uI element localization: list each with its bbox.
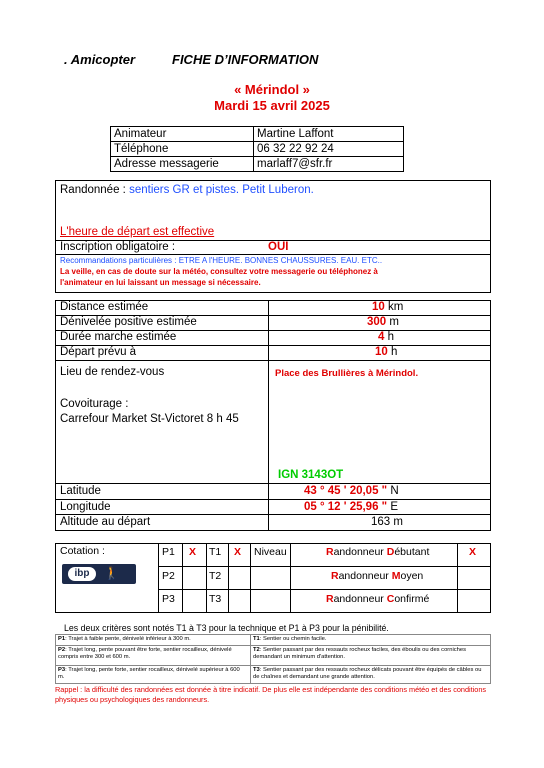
hike-value: sentiers GR et pistes. Petit Luberon. xyxy=(129,184,314,196)
criterion-code: P3 xyxy=(58,667,66,673)
altitude-label: Altitude au départ xyxy=(60,516,151,528)
meeting-label: Lieu de rendez-vous xyxy=(60,366,165,378)
contact-row xyxy=(111,127,404,142)
p1-mark: X xyxy=(189,546,197,558)
rating-label: Cotation : xyxy=(60,545,105,557)
column-divider xyxy=(250,634,251,683)
column-divider xyxy=(182,543,183,612)
divider xyxy=(158,566,490,567)
p2-label: P2 xyxy=(162,570,175,582)
level-text: andonneur xyxy=(333,593,387,605)
contact-table xyxy=(110,126,404,172)
recommendations: Recommandations particulières : ETRE A l'HEURE. BONNES CHAUSSURES. EAU. ETC.. xyxy=(60,256,383,265)
level-beginner xyxy=(326,546,429,558)
level-text: andonneur xyxy=(333,546,387,558)
duration-value: 4 xyxy=(378,331,385,343)
latitude-label: Latitude xyxy=(60,485,101,497)
longitude-field xyxy=(304,501,398,513)
ibp-logo-text: ibp xyxy=(68,567,96,581)
start-value: 10 xyxy=(375,346,388,358)
meeting-value: Place des Brullières à Mérindol. xyxy=(275,368,419,379)
hike-label: Randonnée : xyxy=(60,184,126,196)
niveau-label: Niveau xyxy=(254,546,287,558)
t1-mark: X xyxy=(234,546,242,558)
t2-label: T2 xyxy=(209,570,222,582)
distance-field xyxy=(372,301,403,313)
criterion-code: P1 xyxy=(58,636,66,642)
elevation-field xyxy=(367,316,399,328)
hiker-icon: 🚶 xyxy=(104,566,119,580)
level-advanced xyxy=(326,593,429,605)
divider xyxy=(55,254,490,255)
level-initial: R xyxy=(331,570,339,582)
event-place: « Mérindol » xyxy=(234,82,310,97)
column-divider xyxy=(457,543,458,612)
level-initial: C xyxy=(386,593,395,605)
criterion-text: : Sentier ou chemin facile. xyxy=(259,636,327,642)
hike-row xyxy=(60,184,314,196)
t1-label: T1 xyxy=(209,546,222,558)
divider xyxy=(55,645,490,646)
level-intermediate xyxy=(331,570,423,582)
registration-label: Inscription obligatoire : xyxy=(60,241,176,253)
column-divider xyxy=(158,543,159,612)
criterion-code: T1 xyxy=(253,636,260,642)
latitude-value: 43 ° 45 ' 20,05 " xyxy=(304,485,388,497)
column-divider xyxy=(206,543,207,612)
column-divider xyxy=(290,543,291,612)
contact-value: 06 32 22 92 24 xyxy=(254,142,404,157)
elevation-value: 300 xyxy=(367,316,387,328)
criterion-p3 xyxy=(58,667,246,681)
criterion-t1 xyxy=(253,636,485,643)
start-label: Départ prévu à xyxy=(60,346,137,358)
divider xyxy=(158,589,490,590)
level-text: onfirmé xyxy=(394,593,430,605)
latitude-field xyxy=(304,485,399,497)
registration-value: OUI xyxy=(268,241,289,253)
level-mark: X xyxy=(469,546,477,558)
divider xyxy=(55,514,490,515)
divider xyxy=(55,360,490,361)
ibp-logo xyxy=(62,564,136,584)
column-divider xyxy=(250,543,251,612)
p3-label: P3 xyxy=(162,593,175,605)
carpool-label: Covoiturage : xyxy=(60,398,129,410)
reminder-note: Rappel : la difficulté des randonnées est donnée à titre indicatif. De plus elle est indépendante des conditions météo et des conditions physiques ou psychologiques des randonneurs. xyxy=(55,685,487,704)
criterion-text: : Trajet long, pente pouvant être forte, sentier rocailleux, dénivelé compris entre 300 et 600 m. xyxy=(58,647,232,660)
column-divider xyxy=(268,300,269,530)
altitude-value: 163 m xyxy=(371,516,403,528)
divider xyxy=(55,499,490,500)
contact-value: marlaff7@sfr.fr xyxy=(254,157,404,172)
level-text: andonneur xyxy=(338,570,392,582)
column-divider xyxy=(228,543,229,612)
level-text: ébutant xyxy=(394,546,430,558)
level-initial: M xyxy=(391,570,401,582)
level-initial: R xyxy=(326,593,334,605)
contact-label: Adresse messagerie xyxy=(111,157,254,172)
event-date: Mardi 15 avril 2025 xyxy=(214,98,330,113)
duration-unit: h xyxy=(387,331,395,343)
departure-note: L'heure de départ est effective xyxy=(60,226,215,238)
criterion-text: : Trajet long, pente forte, sentier rocailleux, dénivelé supérieur à 600 m. xyxy=(58,667,240,680)
longitude-label: Longitude xyxy=(60,501,111,513)
criterion-text: : Sentier passant par des ressauts rocheux faciles, des éboulis ou des corniches demandant un minimum d'attention. xyxy=(253,647,466,660)
carpool-value: Carrefour Market St-Victoret 8 h 45 xyxy=(60,413,239,425)
weather-note: La veille, en cas de doute sur la météo, consultez votre messagerie ou téléphonez à xyxy=(60,267,378,276)
contact-label: Téléphone xyxy=(111,142,254,157)
org-name: . Amicopter xyxy=(64,52,136,67)
distance-unit: km xyxy=(388,301,404,313)
criterion-t2 xyxy=(253,647,485,661)
criterion-text: : Trajet à faible pente, dénivelé inférieur à 300 m. xyxy=(65,636,191,642)
criteria-intro: Les deux critères sont notés T1 à T3 pour la technique et P1 à P3 pour la pénibilité. xyxy=(64,623,389,633)
longitude-value: 05 ° 12 ' 25,96 " xyxy=(304,501,388,513)
document-title: FICHE D’INFORMATION xyxy=(172,52,319,67)
criterion-t3 xyxy=(253,667,485,681)
latitude-direction: N xyxy=(390,485,399,497)
duration-label: Durée marche estimée xyxy=(60,331,177,343)
contact-row xyxy=(111,157,404,172)
contact-value: Martine Laffont xyxy=(254,127,404,142)
criterion-code: T2 xyxy=(253,647,260,653)
level-text: oyen xyxy=(400,570,424,582)
elevation-label: Dénivelée positive estimée xyxy=(60,316,197,328)
level-initial: R xyxy=(326,546,334,558)
contact-label: Animateur xyxy=(111,127,254,142)
criterion-code: P2 xyxy=(58,647,66,653)
start-unit: h xyxy=(391,346,398,358)
criterion-p2 xyxy=(58,647,246,661)
duration-field xyxy=(378,331,394,343)
start-field xyxy=(375,346,397,358)
weather-note: l'animateur en lui laissant un message si nécessaire. xyxy=(60,278,261,287)
distance-label: Distance estimée xyxy=(60,301,149,313)
distance-value: 10 xyxy=(372,301,385,313)
longitude-direction: E xyxy=(390,501,398,513)
t3-label: T3 xyxy=(209,593,222,605)
criterion-p1 xyxy=(58,636,246,643)
divider xyxy=(55,665,490,666)
elevation-unit: m xyxy=(389,316,399,328)
criterion-text: : Sentier passant par des ressauts rocheux délicats pouvant être équipés de câbles ou de chaînes et demandant une grande attention. xyxy=(253,667,482,680)
criterion-code: T3 xyxy=(253,667,260,673)
divider xyxy=(55,483,490,484)
contact-row xyxy=(111,142,404,157)
map-reference: IGN 3143OT xyxy=(278,469,344,481)
p1-label: P1 xyxy=(162,546,175,558)
level-initial: D xyxy=(386,546,395,558)
